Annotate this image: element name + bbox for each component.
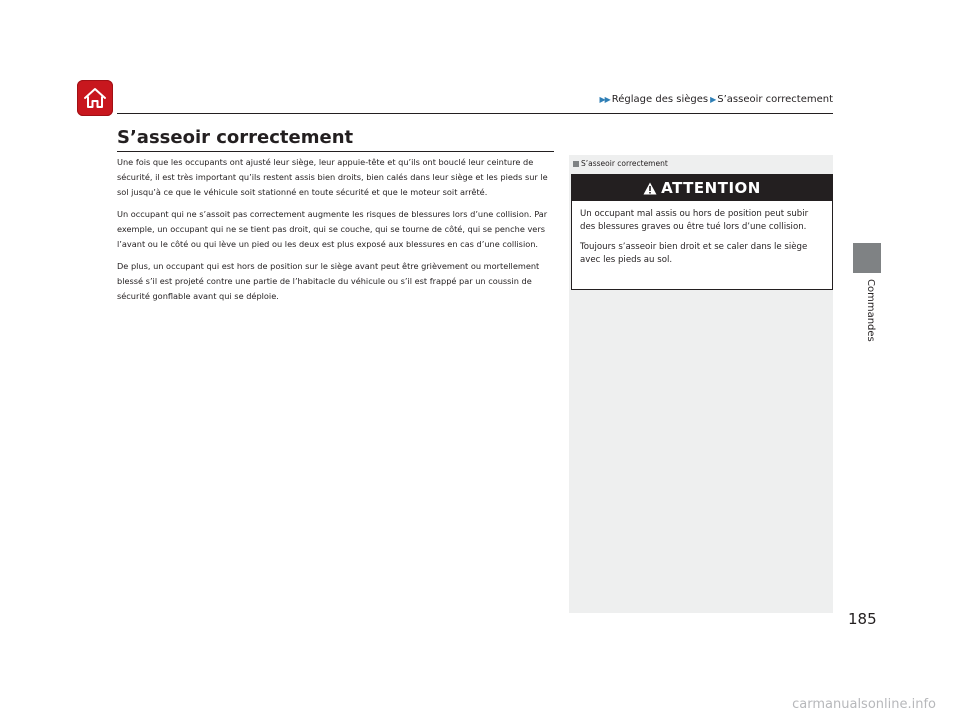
breadcrumb-item-2[interactable]: S’asseoir correctement (717, 94, 833, 105)
breadcrumb (599, 94, 833, 105)
side-notes-panel (569, 155, 833, 613)
chapter-tab[interactable] (853, 243, 881, 273)
warning-paragraph: Toujours s’asseoir bien droit et se caler dans le siège avec les pieds au sol. (580, 242, 808, 265)
paragraph: Une fois que les occupants ont ajusté leur siège, leur appuie-tête et qu’ils ont bouclé leur ceinture de sécurité, il est très important qu’ils restent assis bien droits, bien calés dans leur siège et les pieds sur le sol jusqu’à ce que le véhicule soit stationné en toute sécurité et que le moteur soit arrêté. (117, 157, 548, 197)
warning-text (572, 201, 832, 267)
side-note-header (573, 159, 668, 168)
warning-box (571, 174, 833, 290)
title-divider (117, 151, 554, 152)
chapter-tab-label: Commandes (865, 279, 876, 342)
page-number: 185 (848, 610, 877, 628)
header-divider (117, 113, 833, 114)
watermark: carmanualsonline.info (792, 697, 936, 712)
warning-bar (572, 175, 832, 201)
breadcrumb-arrow-icon: ▶▶ (599, 95, 610, 104)
warning-paragraph: Un occupant mal assis ou hors de position peut subir des blessures graves ou être tué lors d’une collision. (580, 209, 809, 232)
body-text (117, 155, 555, 311)
home-icon (82, 86, 108, 110)
home-button[interactable] (77, 80, 113, 116)
warning-triangle-icon (643, 182, 657, 195)
warning-label: ATTENTION (661, 179, 761, 197)
section-title: S’asseoir correctement (117, 127, 354, 148)
note-marker-icon (573, 161, 579, 167)
paragraph: Un occupant qui ne s’assoit pas correctement augmente les risques de blessures lors d’une collision. Par exemple, un occupant qui ne se tient pas droit, qui se couche, qui se tourne de côté, qui se penche vers l’avant ou le côté ou qui lève un pied ou les deux est plus exposé aux blessures en cas d’une collision. (117, 209, 548, 249)
paragraph: De plus, un occupant qui est hors de position sur le siège avant peut être grièvement ou mortellement blessé s’il est projeté contre une partie de l’habitacle du véhicule ou s’il est frappé par un coussin de sécurité gonflable avant qui se déploie. (117, 261, 540, 301)
side-note-title: S’asseoir correctement (581, 159, 668, 168)
breadcrumb-arrow-icon: ▶ (710, 95, 716, 104)
breadcrumb-item-1[interactable]: Réglage des sièges (611, 94, 709, 105)
